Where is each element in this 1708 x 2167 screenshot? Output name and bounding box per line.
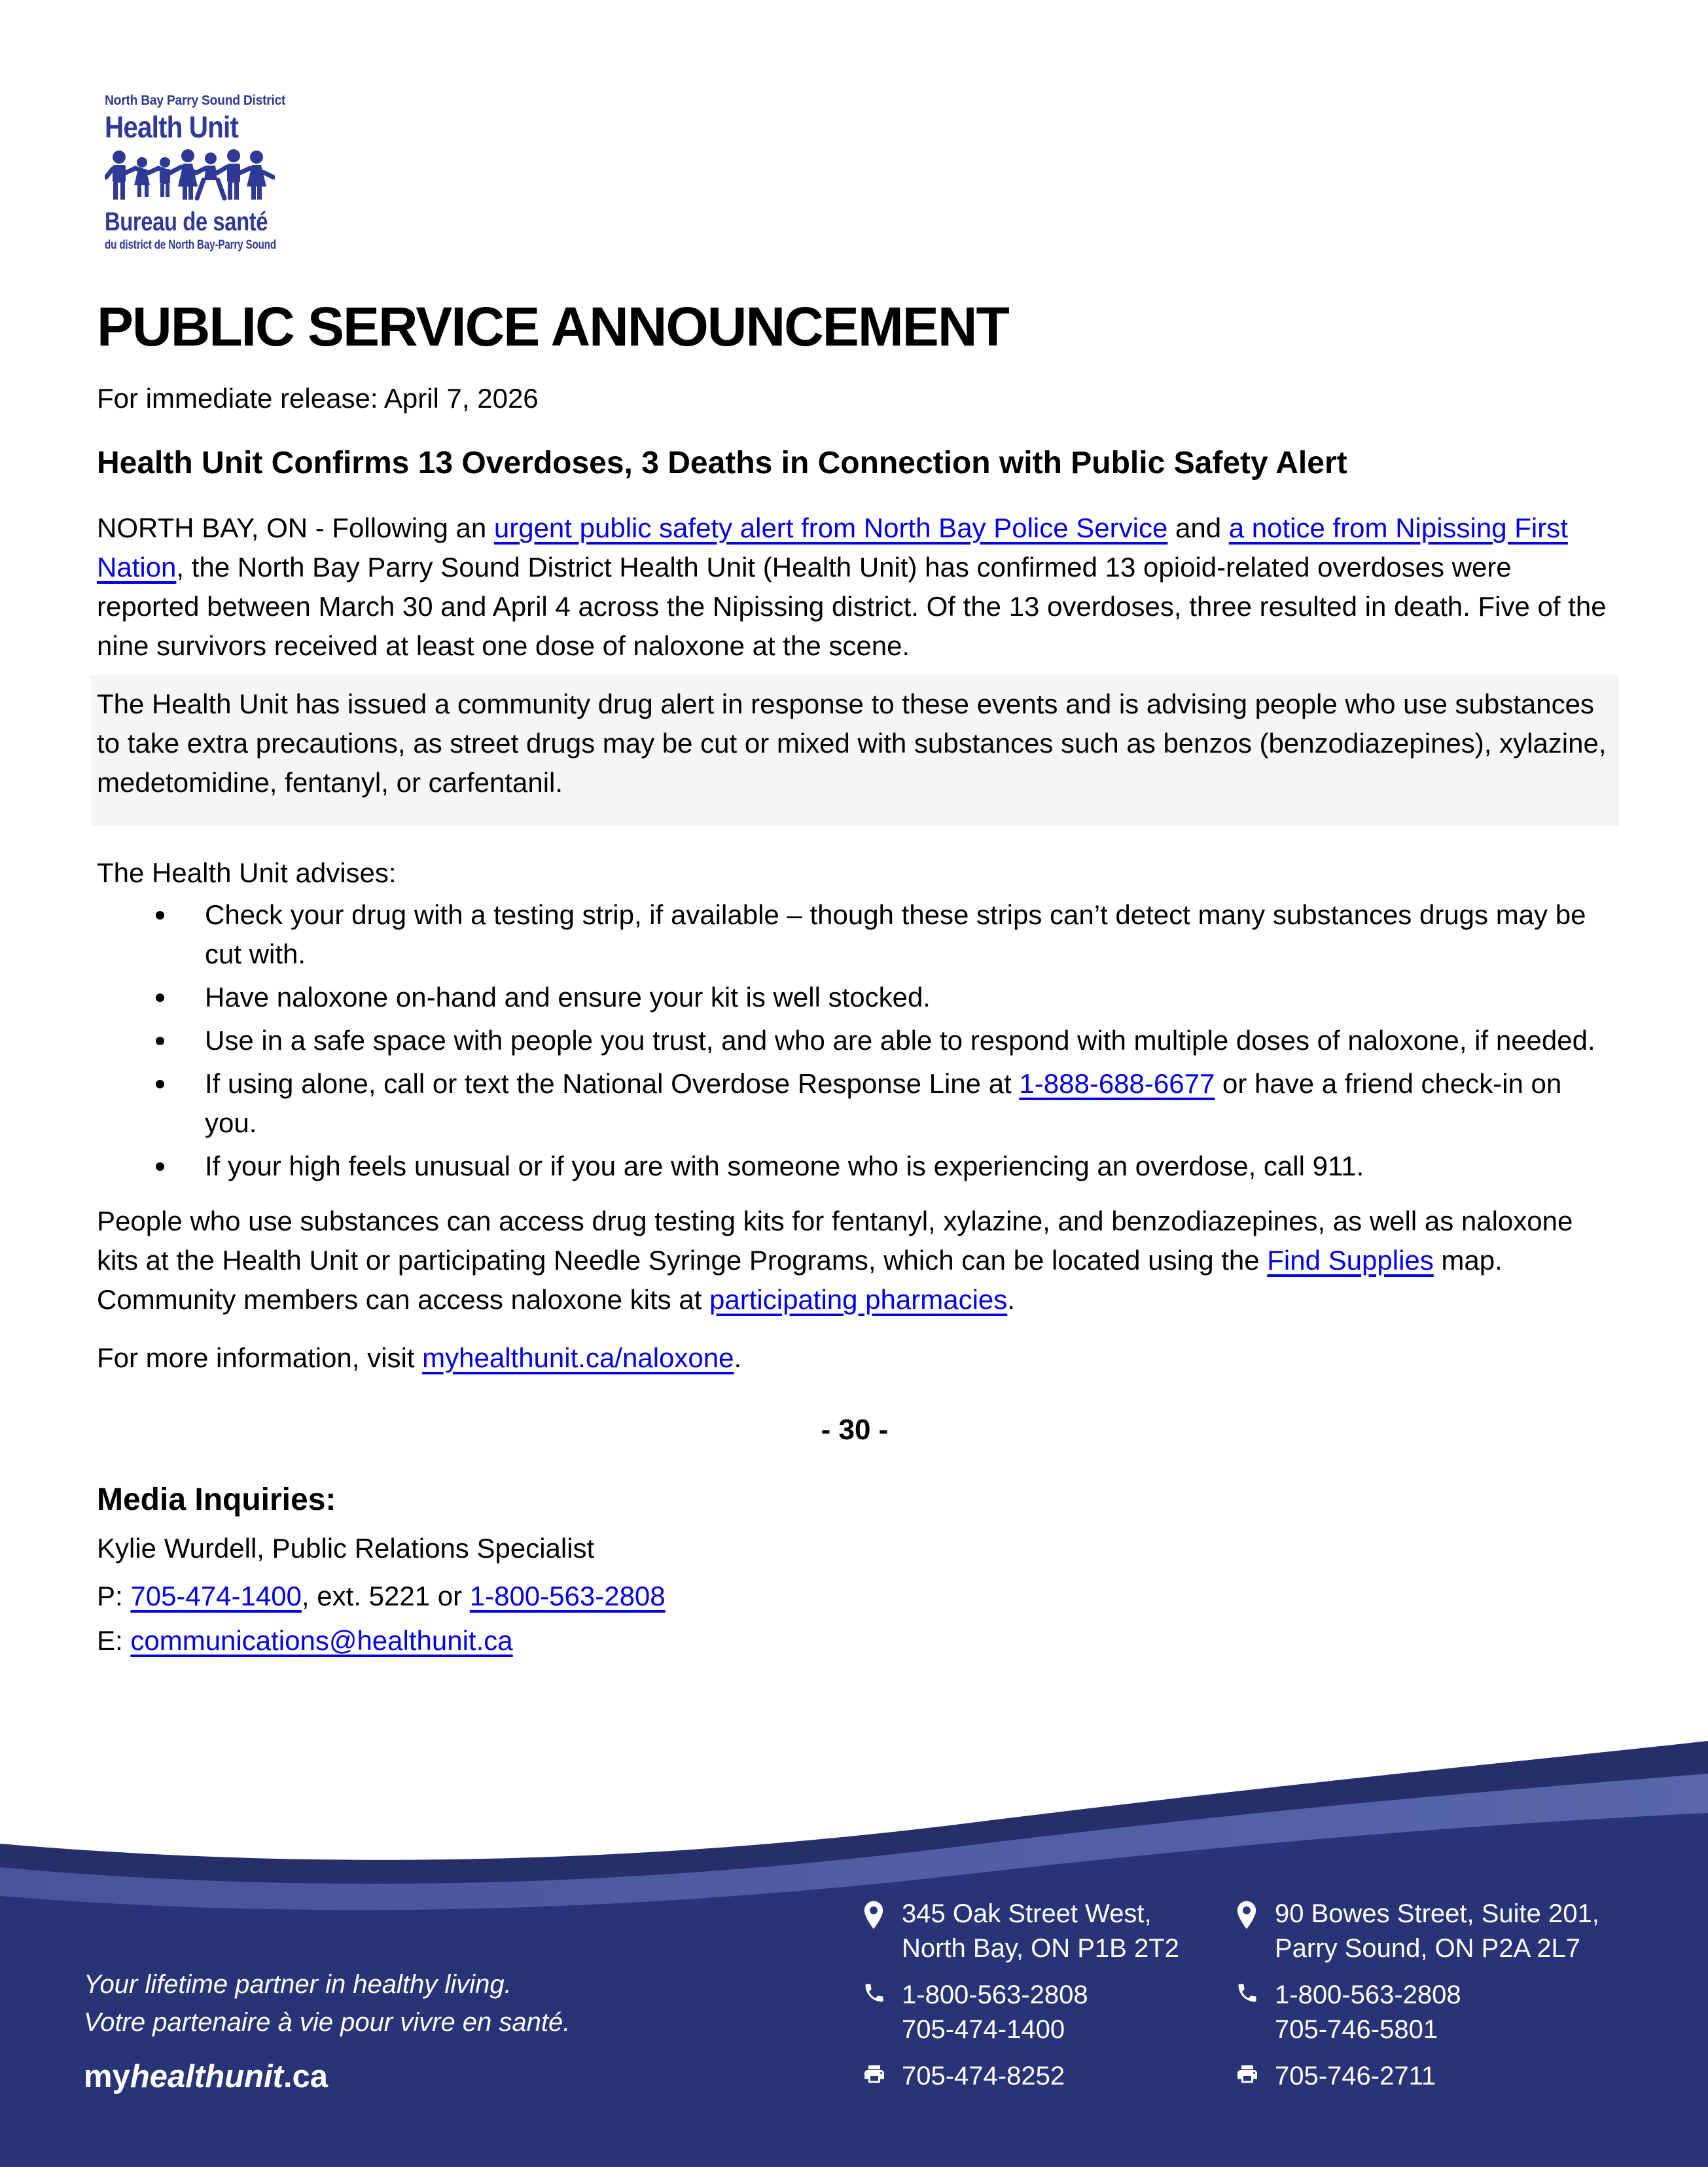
text-segment: map. Community members can access naloxone kits at bbox=[97, 1245, 1503, 1315]
fax-icon bbox=[1236, 2059, 1260, 2094]
media-email-line bbox=[97, 1619, 1612, 1662]
bullet-testing-strip bbox=[97, 895, 1612, 974]
text-segment: Use in a safe space with people you trust, and who are able to respond with multiple doses of naloxone, if needed. bbox=[205, 1025, 1595, 1056]
text-link[interactable]: 1-800-563-2808 bbox=[469, 1581, 666, 1611]
headline: Health Unit Confirms 13 Overdoses, 3 Deaths in Connection with Public Safety Alert bbox=[97, 446, 1347, 480]
people-holding-hands-icon bbox=[105, 149, 275, 205]
bullet-naloxone-kit bbox=[97, 978, 1612, 1017]
north-bay-address-row bbox=[863, 1897, 1229, 1966]
phone-icon bbox=[1236, 1978, 1260, 2047]
text-link[interactable]: a notice from Nipissing First Nation bbox=[97, 512, 1568, 582]
text-segment: . bbox=[734, 1342, 742, 1373]
north-bay-fax bbox=[902, 2059, 1065, 2094]
website-middle: healthunit bbox=[130, 2059, 283, 2094]
text-link[interactable]: myhealthunit.ca/naloxone bbox=[422, 1342, 734, 1373]
location-pin-icon bbox=[863, 1897, 887, 1966]
footer-website[interactable] bbox=[84, 2058, 328, 2095]
text-segment: People who use substances can access drug testing kits for fentanyl, xylazine, and benzodiazepines, as well as naloxone kits at the Health Unit or participating Needle Syringe Programs, which can be located using the bbox=[97, 1206, 1573, 1276]
fax-icon bbox=[863, 2059, 887, 2094]
north-bay-fax-row bbox=[863, 2059, 1229, 2094]
text-segment: NORTH BAY, ON - Following an bbox=[97, 512, 494, 543]
text-segment: If using alone, call or text the National Overdose Response Line at bbox=[205, 1068, 1020, 1099]
text-link[interactable]: 705-474-1400 bbox=[130, 1581, 302, 1611]
text-segment: . bbox=[1007, 1284, 1015, 1315]
logo-health-unit-wordmark: Health Unit bbox=[105, 110, 238, 144]
tagline-english: Your lifetime partner in healthy living. bbox=[84, 1970, 512, 1999]
text-segment: Have naloxone on-hand and ensure your kit is well stocked. bbox=[205, 982, 931, 1012]
bullet-response-line bbox=[97, 1064, 1612, 1143]
phone-number: 705-474-1400 bbox=[902, 2015, 1065, 2044]
text-segment: or have a friend check-in on you. bbox=[205, 1068, 1562, 1138]
north-bay-phones bbox=[902, 1978, 1088, 2047]
parry-sound-address bbox=[1275, 1897, 1599, 1966]
phone-number: 1-800-563-2808 bbox=[902, 1980, 1088, 2009]
fax-number: 705-746-2711 bbox=[1275, 2062, 1436, 2090]
media-contact-name: Kylie Wurdell, Public Relations Specialist bbox=[97, 1533, 595, 1564]
phone-number: 1-800-563-2808 bbox=[1275, 1980, 1461, 2009]
media-phone-line bbox=[97, 1575, 1612, 1618]
address-line: 90 Bowes Street, Suite 201, bbox=[1275, 1899, 1599, 1928]
north-bay-address bbox=[902, 1897, 1179, 1966]
page-title: PUBLIC SERVICE ANNOUNCEMENT bbox=[97, 296, 1008, 357]
logo-district-line: North Bay Parry Sound District bbox=[105, 93, 286, 108]
advice-bullet-list bbox=[97, 895, 1612, 1186]
office-north-bay bbox=[863, 1897, 1229, 2105]
address-line: North Bay, ON P1B 2T2 bbox=[902, 1934, 1179, 1963]
release-date-line: For immediate release: April 7, 2026 bbox=[97, 383, 539, 414]
end-mark-30: - 30 - bbox=[821, 1414, 889, 1446]
logo-district-fr-line: du district de North Bay-Parry Sound bbox=[105, 238, 276, 252]
address-line: Parry Sound, ON P2A 2L7 bbox=[1275, 1934, 1580, 1963]
website-suffix: .ca bbox=[283, 2059, 329, 2094]
text-link[interactable]: 1-888-688-6677 bbox=[1019, 1068, 1215, 1099]
parry-sound-phone-row bbox=[1236, 1978, 1602, 2047]
health-unit-logo bbox=[105, 93, 286, 253]
parry-sound-fax bbox=[1275, 2059, 1436, 2094]
footer-tagline bbox=[84, 1965, 570, 2041]
bullet-call-911 bbox=[97, 1147, 1612, 1186]
tagline-french: Votre partenaire à vie pour vivre en santé. bbox=[84, 2008, 571, 2037]
text-segment: E: bbox=[97, 1625, 131, 1656]
advises-label: The Health Unit advises: bbox=[97, 857, 397, 888]
text-link[interactable]: Find Supplies bbox=[1267, 1245, 1434, 1276]
parry-sound-fax-row bbox=[1236, 2059, 1602, 2094]
fax-number: 705-474-8252 bbox=[902, 2062, 1065, 2090]
parry-sound-address-row bbox=[1236, 1897, 1602, 1966]
text-link[interactable]: urgent public safety alert from North Bay Police Service bbox=[493, 512, 1168, 543]
paragraph-drug-alert-highlighted: The Health Unit has issued a community drug alert in response to these events and is advising people who use substances to take extra precautions, as street drugs may be cut or mixed with substances such as benzos (benzodiazepines), xylazine, medetomidine, fentanyl, or carfentanil. bbox=[90, 675, 1619, 826]
text-segment: , ext. 5221 or bbox=[301, 1581, 470, 1611]
parry-sound-phones bbox=[1275, 1978, 1461, 2047]
more-information-line bbox=[97, 1338, 1612, 1378]
text-link[interactable]: communications@healthunit.ca bbox=[130, 1625, 513, 1656]
phone-number: 705-746-5801 bbox=[1275, 2015, 1438, 2044]
media-inquiries-heading: Media Inquiries: bbox=[97, 1482, 336, 1517]
text-segment: If your high feels unusual or if you are with someone who is experiencing an overdose, call 911. bbox=[205, 1151, 1364, 1181]
phone-icon bbox=[863, 1978, 887, 2047]
address-line: 345 Oak Street West, bbox=[902, 1899, 1152, 1928]
paragraph-intro bbox=[97, 509, 1612, 666]
text-segment: For more information, visit bbox=[97, 1342, 423, 1373]
logo-bureau-line: Bureau de santé bbox=[105, 207, 268, 236]
north-bay-phone-row bbox=[863, 1978, 1229, 2047]
text-link[interactable]: participating pharmacies bbox=[709, 1284, 1008, 1315]
document-body bbox=[97, 298, 1612, 1662]
text-segment: P: bbox=[97, 1581, 131, 1611]
text-segment: , the North Bay Parry Sound District Health Unit (Health Unit) has confirmed 13 opioid-related overdoses were reported between March 30 and April 4 across the Nipissing district. Of the 13 overdoses, three resulted in death. Five of the nine survivors received at least one dose of naloxone at the scene. bbox=[97, 552, 1607, 661]
text-segment: Check your drug with a testing strip, if available – though these strips can’t detect many substances drugs may be cut with. bbox=[205, 899, 1586, 969]
footer bbox=[0, 1709, 1708, 2167]
paragraph-supplies bbox=[97, 1202, 1612, 1319]
website-prefix: my bbox=[84, 2059, 130, 2094]
location-pin-icon bbox=[1236, 1897, 1260, 1966]
text-segment: and bbox=[1167, 512, 1229, 543]
bullet-safe-space bbox=[97, 1021, 1612, 1060]
office-parry-sound bbox=[1236, 1897, 1602, 2105]
